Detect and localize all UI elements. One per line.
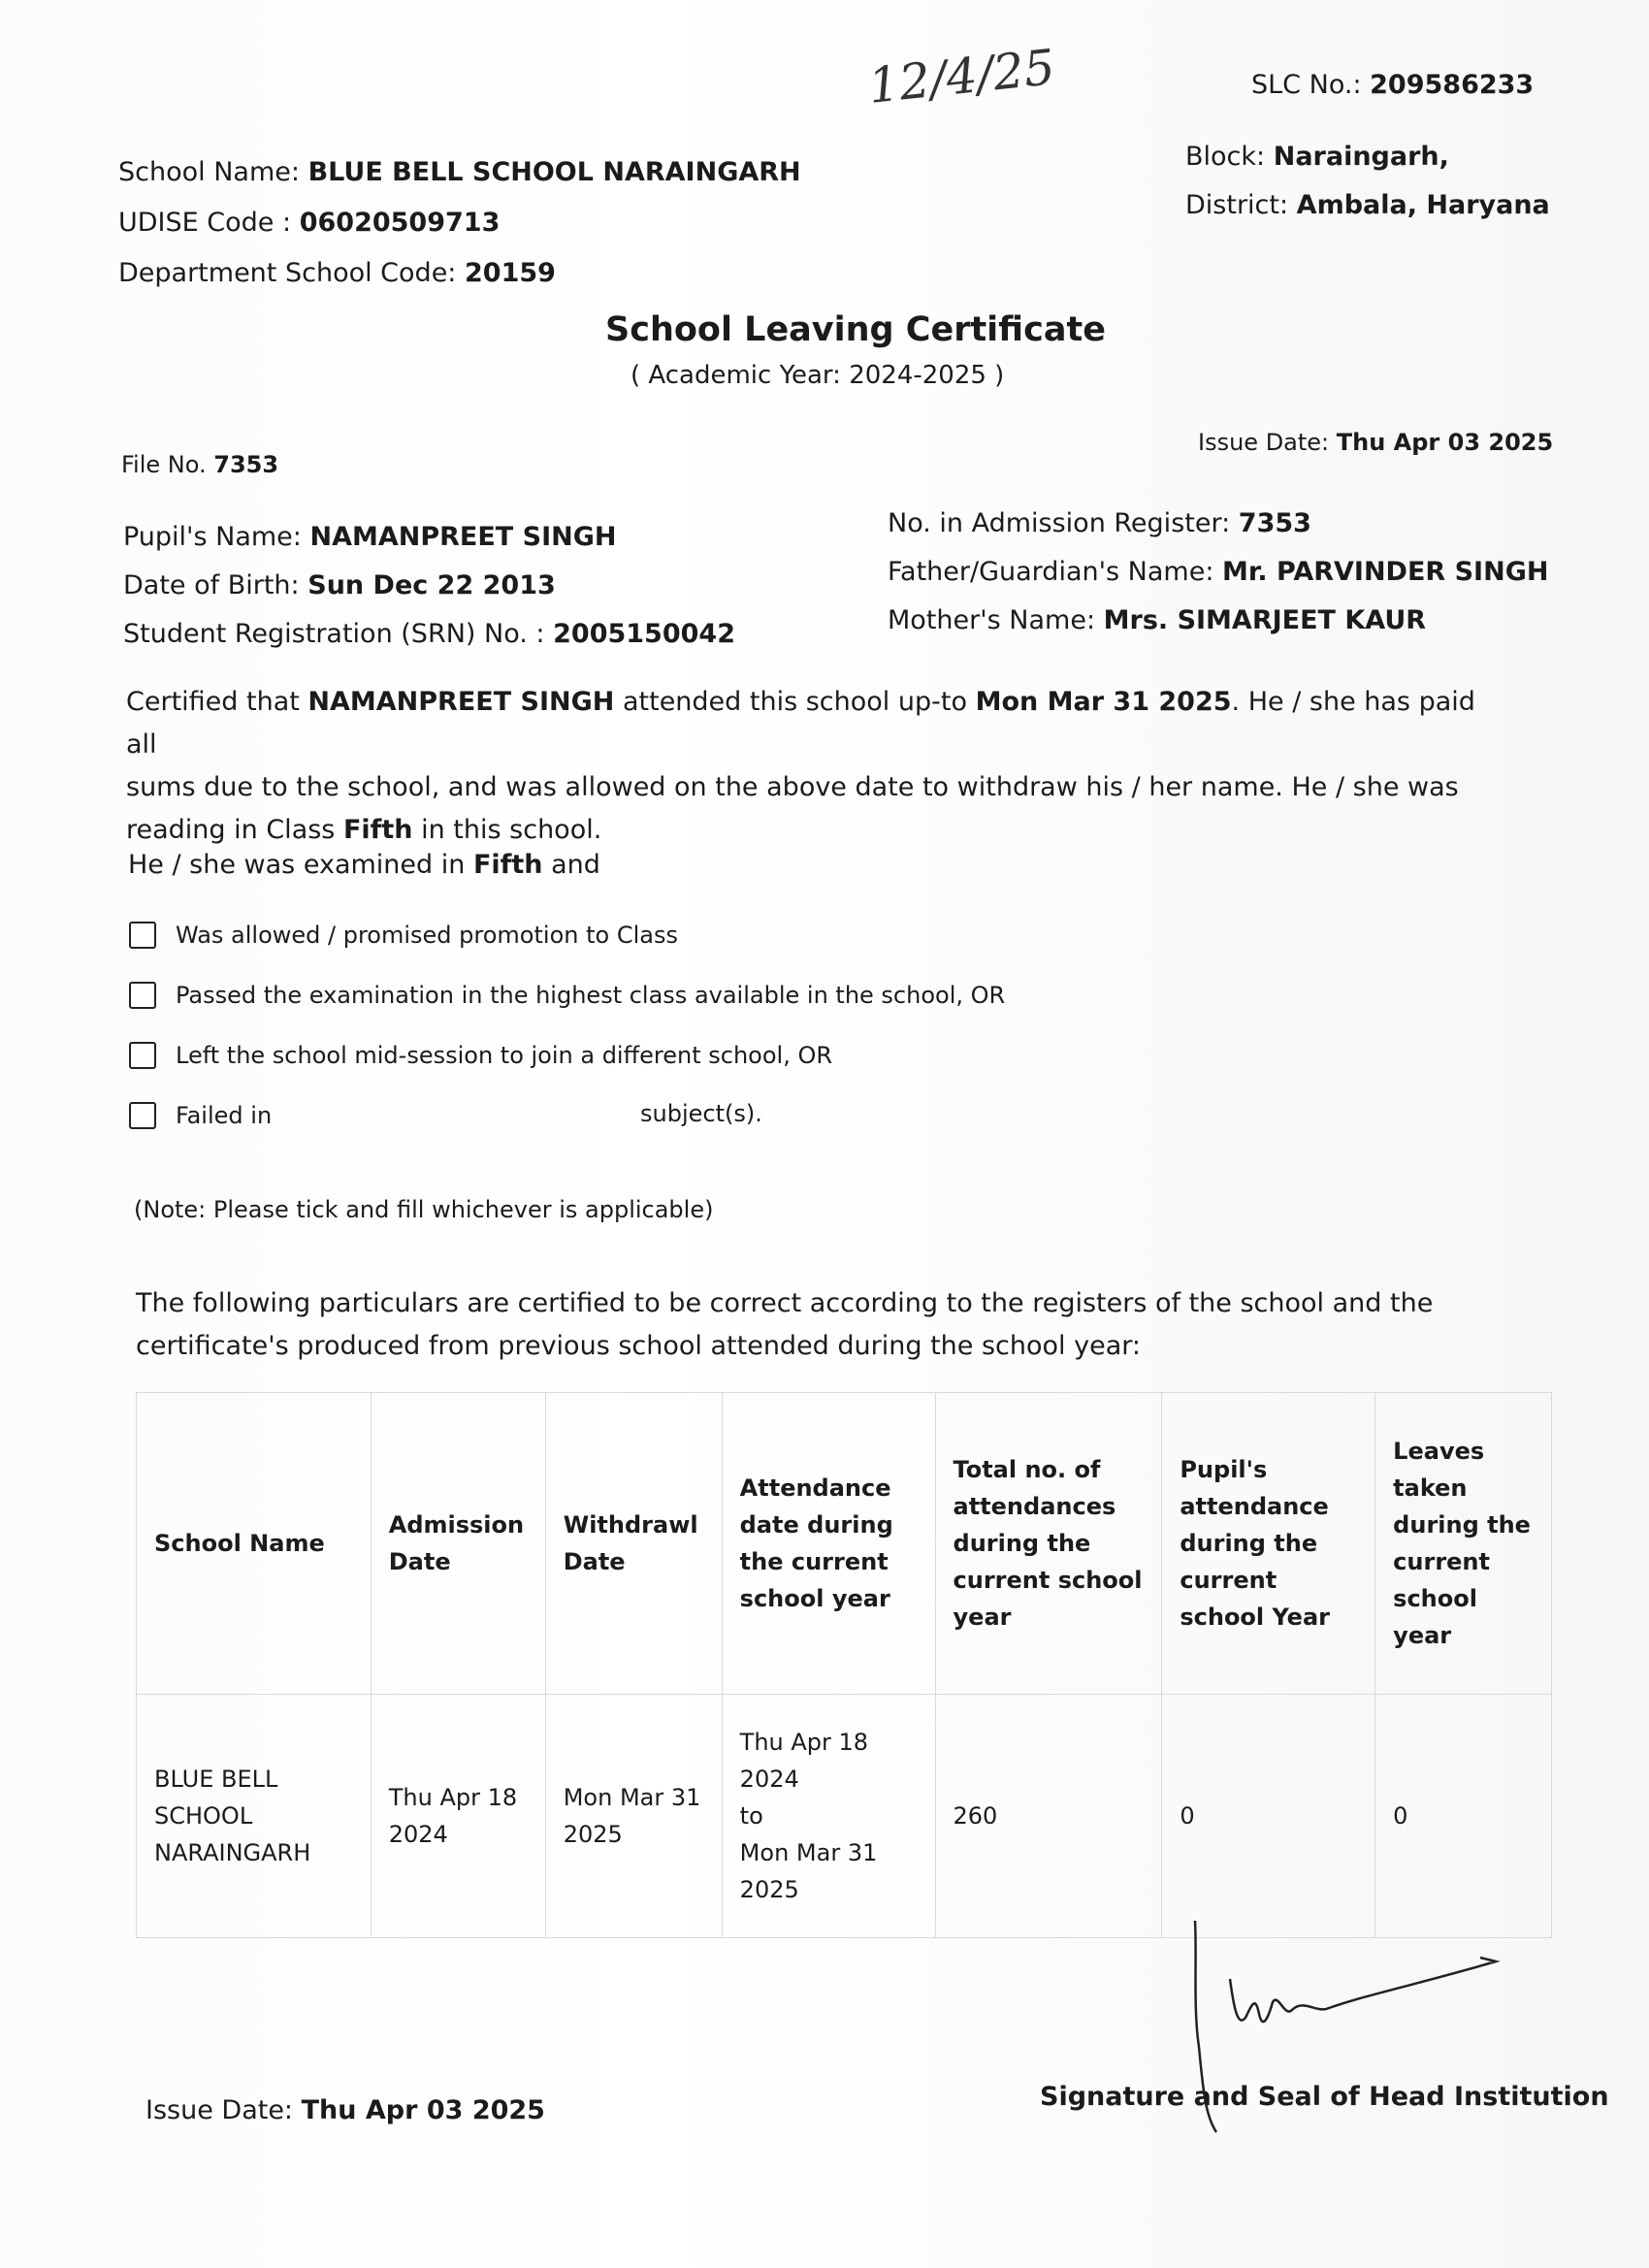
header-attendance-date: Attendance date during the current school year [722,1393,935,1695]
pupil-name-line [123,522,616,552]
handwritten-date: 12/4/25 [865,39,1058,114]
note: (Note: Please tick and fill whichever is applicable) [134,1196,714,1223]
header-leaves-taken: Leaves taken during the current school year [1375,1393,1552,1695]
certified-class: Fifth [342,815,413,845]
issue-date-bottom-value: Thu Apr 03 2025 [301,2095,545,2125]
option-promotion-label: Was allowed / promised promotion to Class [176,922,678,949]
certified-line-1 [126,681,1504,766]
issue-date-bottom [146,2095,545,2125]
udise-label: UDISE Code : [118,208,292,238]
mother-line [888,605,1426,635]
dob-label: Date of Birth: [123,570,300,600]
option-left-mid-session [129,1042,832,1069]
dob-value: Sun Dec 22 2013 [307,570,556,600]
attendance-to-word: to [739,1802,763,1830]
dept-code-label: Department School Code: [118,258,457,288]
mother-value: Mrs. SIMARJEET KAUR [1103,605,1427,635]
district-value: Ambala, Haryana [1296,190,1550,220]
certified-line-3 [126,809,1504,852]
admission-register-value: 7353 [1238,508,1311,538]
cell-admission-date: Thu Apr 18 2024 [371,1695,545,1938]
failed-suffix: subject(s). [640,1100,762,1127]
admission-register-label: No. in Admission Register: [888,508,1231,538]
block-line [1185,142,1449,172]
issue-date-top-value: Thu Apr 03 2025 [1336,429,1554,456]
attendance-table [136,1392,1552,1938]
srn-line [123,619,735,649]
certificate-title: School Leaving Certificate [605,310,1106,349]
cell-attendance-date [722,1695,935,1938]
file-number [121,451,278,478]
cell-pupil-attendance: 0 [1162,1695,1375,1938]
dob-line [123,570,556,600]
checkbox-promotion[interactable] [129,922,156,949]
option-passed-label: Passed the examination in the highest class available in the school, OR [176,982,1006,1009]
admission-register-line [888,508,1311,538]
signature-scribble [1183,1901,1513,2154]
pupil-name-label: Pupil's Name: [123,522,302,552]
father-line [888,557,1548,587]
udise-value: 06020509713 [299,208,501,238]
table-header-row [137,1393,1552,1695]
pupil-name-value: NAMANPREET SINGH [309,522,617,552]
examined-text: and [542,850,600,880]
father-value: Mr. PARVINDER SINGH [1222,557,1549,587]
father-label: Father/Guardian's Name: [888,557,1214,587]
slc-label: SLC No.: [1251,70,1362,100]
cell-school-name: BLUE BELL SCHOOL NARAINGARH [137,1695,372,1938]
srn-value: 2005150042 [553,619,735,649]
certified-paragraph [126,681,1504,852]
option-promotion [129,922,678,949]
header-admission-date: Admission Date [371,1393,545,1695]
cell-withdrawal-date: Mon Mar 31 2025 [545,1695,722,1938]
cell-leaves-taken: 0 [1375,1695,1552,1938]
examined-text: He / she was examined in [128,850,473,880]
certified-line-2: sums due to the school, and was allowed on the above date to withdraw his / her name. He / she was [126,772,1459,802]
issue-date-bottom-label: Issue Date: [146,2095,294,2125]
school-name-value: BLUE BELL SCHOOL NARAINGARH [307,157,801,187]
district-line [1185,190,1550,220]
udise-line [118,208,500,238]
certified-text: . He / she has paid all [126,687,1475,760]
block-label: Block: [1185,142,1266,172]
signature-label: Signature and Seal of Head Institution [1040,2082,1609,2112]
certified-text: Certified that [126,687,308,717]
particulars-line-1: The following particulars are certified to be correct according to the registers of the school and the [136,1288,1434,1318]
checkbox-failed[interactable] [129,1102,156,1129]
district-label: District: [1185,190,1289,220]
option-failed-label: Failed in [176,1102,273,1129]
checkbox-passed[interactable] [129,982,156,1009]
certified-text: reading in Class [126,815,343,845]
certified-text: attended this school up-to [614,687,976,717]
option-failed [129,1102,272,1129]
option-left-mid-session-label: Left the school mid-session to join a different school, OR [176,1042,833,1069]
slc-number [1251,70,1534,100]
checkbox-left-mid-session[interactable] [129,1042,156,1069]
particulars-paragraph [136,1282,1513,1368]
cell-total-attendances: 260 [935,1695,1162,1938]
header-total-attendances: Total no. of attendances during the current school year [935,1393,1162,1695]
certified-pupil-name: NAMANPREET SINGH [307,687,615,717]
file-label: File No. [121,451,207,478]
header-pupil-attendance: Pupil's attendance during the current school Year [1162,1393,1375,1695]
issue-date-top-label: Issue Date: [1198,429,1330,456]
option-passed [129,982,1005,1009]
certified-text: in this school. [412,815,602,845]
school-name-label: School Name: [118,157,300,187]
slc-value: 209586233 [1370,70,1535,100]
particulars-line-2: certificate's produced from previous school attended during the school year: [136,1331,1141,1361]
mother-label: Mother's Name: [888,605,1096,635]
attendance-to: Mon Mar 31 2025 [739,1839,878,1903]
issue-date-top [1198,429,1553,456]
file-value: 7353 [213,451,279,478]
examined-class: Fifth [472,850,543,880]
header-school-name: School Name [137,1393,372,1695]
dept-code-value: 20159 [465,258,556,288]
block-value: Naraingarh, [1273,142,1449,172]
dept-code-line [118,258,556,288]
certified-leaving-date: Mon Mar 31 2025 [975,687,1232,717]
header-withdrawal-date: Withdrawl Date [545,1393,722,1695]
school-name-line [118,157,801,187]
srn-label: Student Registration (SRN) No. : [123,619,545,649]
examined-line [128,850,600,880]
attendance-from: Thu Apr 18 2024 [739,1729,869,1793]
academic-year: ( Academic Year: 2024-2025 ) [630,361,1005,390]
